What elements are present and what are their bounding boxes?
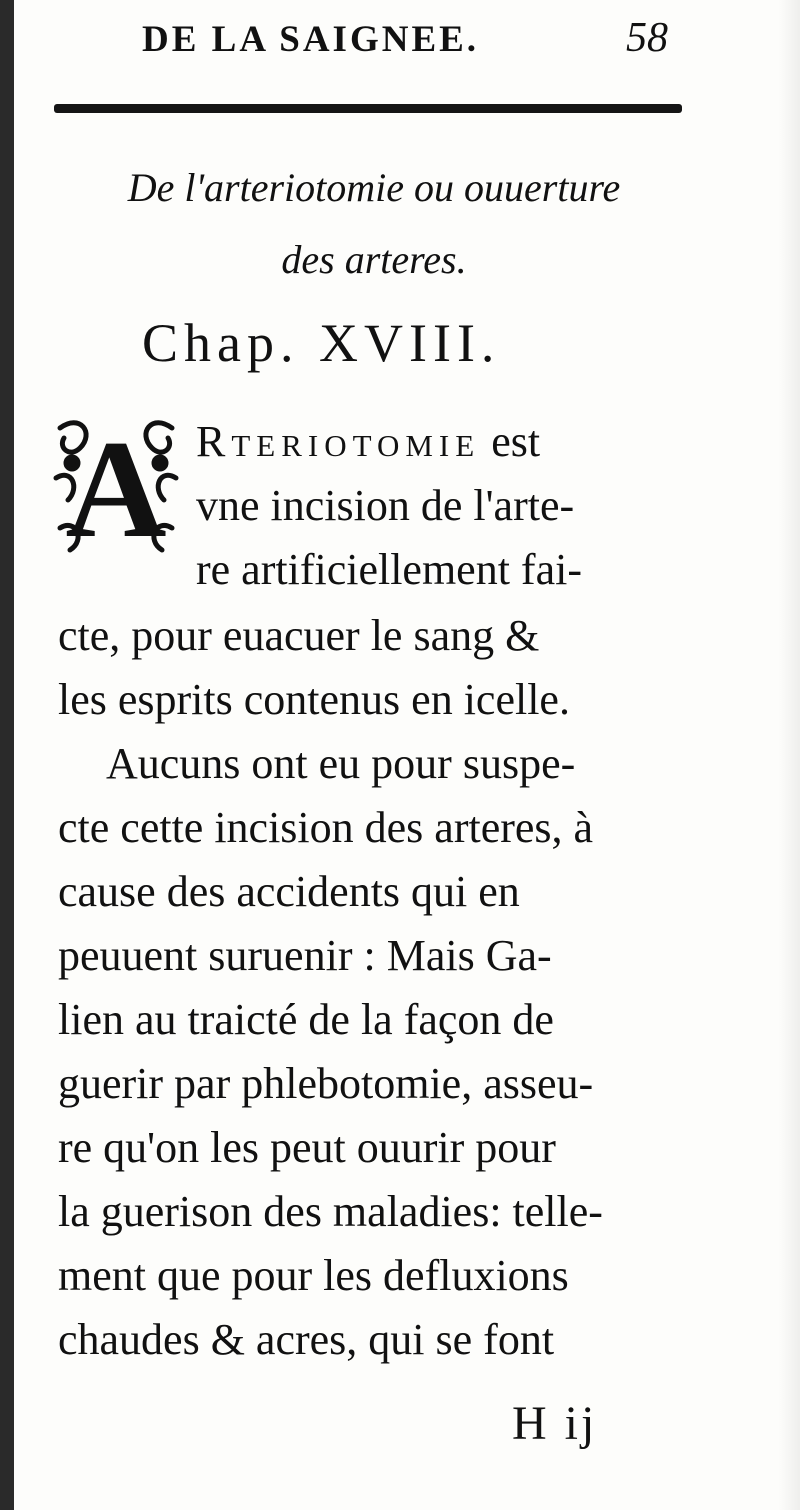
text-line: guerir par phlebotomie, asseu- bbox=[58, 1059, 594, 1108]
text-line: chaudes & acres, qui se font bbox=[58, 1315, 555, 1364]
text-line: re artificiellement fai- bbox=[196, 545, 582, 594]
text-line: peuuent suruenir : Mais Ga- bbox=[58, 931, 552, 980]
page-number: 58 bbox=[626, 15, 668, 61]
opening-word: Rteriotomie bbox=[196, 417, 481, 466]
section-heading bbox=[54, 152, 694, 296]
text-line: cause des accidents qui en bbox=[58, 867, 520, 916]
text-line: Aucuns ont eu pour suspe- bbox=[106, 739, 576, 788]
chapter-title: Chap. XVIII. bbox=[142, 313, 501, 373]
text-line: cte cette incision des arteres, à bbox=[58, 803, 594, 852]
text-line: lien au traicté de la façon de bbox=[58, 995, 554, 1044]
text-line: les esprits contenus en icelle. bbox=[58, 675, 570, 724]
running-head: DE LA SAIGNEE. bbox=[142, 19, 480, 60]
text-line: vne incision de l'arte- bbox=[196, 481, 575, 530]
header-rule bbox=[54, 104, 682, 113]
section-heading-line-2: des arteres. bbox=[281, 237, 467, 282]
opening-lines bbox=[196, 410, 582, 602]
text-line bbox=[196, 410, 582, 474]
text-line: re qu'on les peut ouurir pour bbox=[58, 1123, 556, 1172]
opening-word-rest: est bbox=[480, 417, 541, 466]
section-heading-line-1: De l'arteriotomie ou ouuerture bbox=[127, 165, 621, 210]
text-line: ment que pour les defluxions bbox=[58, 1251, 569, 1300]
decorated-initial bbox=[50, 408, 182, 558]
signature-mark: H ij bbox=[512, 1397, 598, 1450]
text-line: cte, pour euacuer le sang & bbox=[58, 611, 540, 660]
initial-letter: A bbox=[65, 412, 167, 558]
text-line: la guerison des maladies: telle- bbox=[58, 1187, 603, 1236]
body-paragraphs bbox=[58, 604, 603, 1372]
